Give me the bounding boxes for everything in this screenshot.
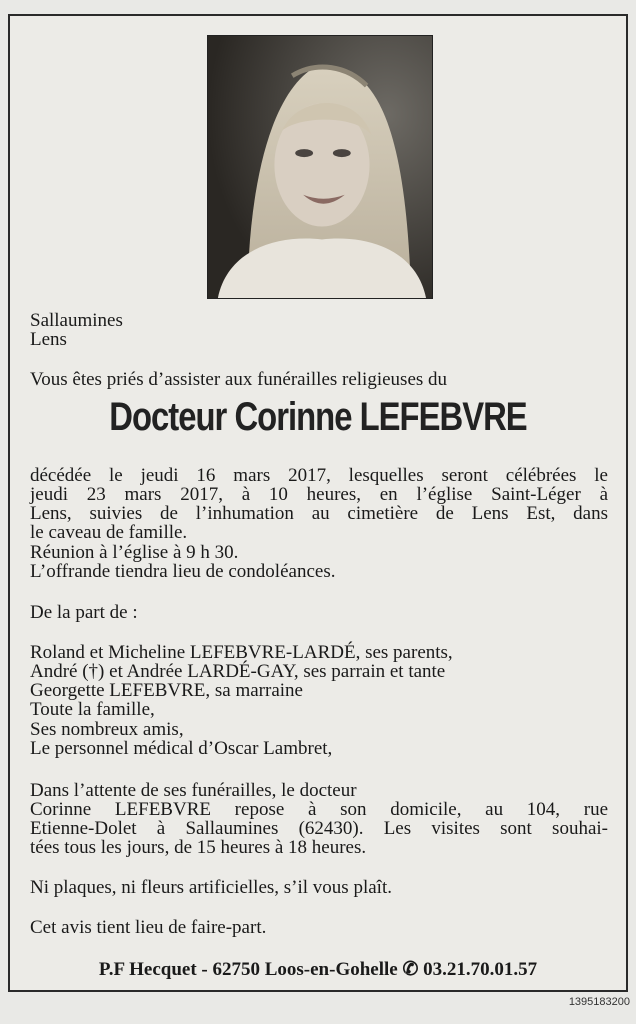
details-line: L’offrande tiendra lieu de condoléances. [30, 561, 336, 582]
family-line: André (†) et Andrée LARDÉ-GAY, ses parrain et tante [30, 661, 446, 682]
family-line: Toute la famille, [30, 699, 155, 720]
details-line: le caveau de famille. [30, 522, 188, 543]
family-line: Roland et Micheline LEFEBVRE-LARDÉ, ses parents, [30, 642, 453, 663]
from-label: De la part de : [30, 602, 138, 623]
visit-line: tées tous les jours, de 15 heures à 18 heures. [30, 837, 367, 858]
no-flowers-note: Ni plaques, ni fleurs artificielles, s’il vous plaît. [30, 877, 392, 898]
details-line: Réunion à l’église à 9 h 30. [30, 542, 239, 563]
visit-line: Etienne-Dolet à Sallaumines (62430). Les visites sont souhai- [30, 818, 608, 839]
visit-line: Dans l’attente de ses funérailles, le docteur [30, 780, 357, 801]
place-line: Lens [30, 329, 67, 350]
notice-text: Cet avis tient lieu de faire-part. [30, 917, 267, 938]
family-line: Le personnel médical d’Oscar Lambret, [30, 738, 333, 759]
funeral-home-contact: P.F Hecquet - 62750 Loos-en-Gohelle ✆ 03.21.70.01.57 [98, 959, 538, 980]
details-line: jeudi 23 mars 2017, à 10 heures, en l’église Saint-Léger à [30, 484, 608, 505]
family-line: Georgette LEFEBVRE, sa marraine [30, 680, 303, 701]
details-line: décédée le jeudi 16 mars 2017, lesquelles seront célébrées le [30, 465, 608, 486]
family-line: Ses nombreux amis, [30, 719, 184, 740]
portrait-photo [207, 35, 433, 299]
details-line: Lens, suivies de l’inhumation au cimetière de Lens Est, dans [30, 503, 608, 524]
deceased-name: Docteur Corinne LEFEBVRE [109, 395, 527, 439]
intro-text: Vous êtes priés d’assister aux funérailles religieuses du [30, 369, 448, 390]
reference-number: 1395183200 [568, 996, 630, 1008]
visit-line: Corinne LEFEBVRE repose à son domicile, au 104, rue [30, 799, 608, 820]
place-line: Sallaumines [30, 310, 123, 331]
